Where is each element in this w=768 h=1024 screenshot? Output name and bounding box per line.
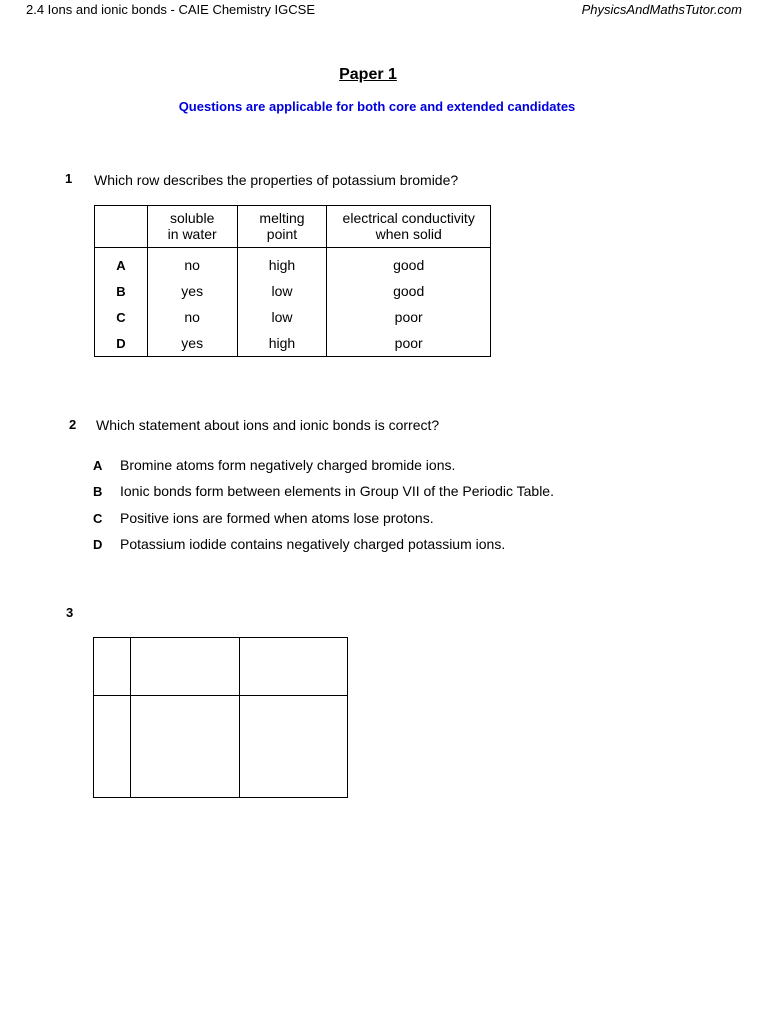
grid-divider [130, 638, 131, 797]
row-label: C [95, 304, 148, 330]
question-3-number: 3 [66, 605, 74, 620]
answer-option-c [93, 510, 653, 528]
grid-divider [94, 695, 347, 696]
cell-melting: low [237, 278, 327, 304]
question-2-number: 2 [69, 417, 77, 432]
answer-option-a [93, 457, 653, 475]
properties-table [94, 205, 491, 357]
cell-conductivity: poor [327, 330, 491, 357]
row-label: A [95, 248, 148, 279]
option-text: Potassium iodide contains negatively charged potassium ions. [120, 536, 506, 552]
table-header-blank [95, 206, 148, 248]
table-header-row [95, 206, 491, 248]
cell-soluble: no [147, 248, 237, 279]
option-label: C [93, 511, 103, 526]
row-label: D [95, 330, 148, 357]
option-text: Ionic bonds form between elements in Group VII of the Periodic Table. [120, 483, 554, 499]
table-header-solubility: soluble in water [147, 206, 237, 248]
question-1-number: 1 [65, 171, 73, 186]
paper-title: Paper 1 [339, 66, 397, 83]
cell-conductivity: good [327, 278, 491, 304]
cell-conductivity: good [327, 248, 491, 279]
question-3-empty-table [93, 637, 348, 798]
question-1-text: Which row describes the properties of potassium bromide? [94, 172, 459, 188]
header-topic: 2.4 Ions and ionic bonds - CAIE Chemistry IGCSE [26, 2, 316, 17]
table-row [95, 278, 491, 304]
cell-melting: high [237, 330, 327, 357]
applicability-note: Questions are applicable for both core and extended candidates [178, 99, 576, 114]
cell-melting: low [237, 304, 327, 330]
row-label: B [95, 278, 148, 304]
question-2-text: Which statement about ions and ionic bonds is correct? [96, 417, 440, 433]
option-label: A [93, 458, 103, 473]
option-text: Bromine atoms form negatively charged bromide ions. [120, 457, 456, 473]
cell-soluble: yes [147, 278, 237, 304]
table-row [95, 330, 491, 357]
option-label: D [93, 537, 103, 552]
cell-melting: high [237, 248, 327, 279]
grid-divider [239, 638, 240, 797]
cell-conductivity: poor [327, 304, 491, 330]
cell-soluble: no [147, 304, 237, 330]
option-label: B [93, 484, 103, 499]
option-text: Positive ions are formed when atoms lose protons. [120, 510, 434, 526]
table-header-conductivity: electrical conductivity when solid [327, 206, 491, 248]
header-site: PhysicsAndMathsTutor.com [581, 2, 742, 17]
table-row [95, 248, 491, 279]
table-header-melting-point: melting point [237, 206, 327, 248]
cell-soluble: yes [147, 330, 237, 357]
table-row [95, 304, 491, 330]
answer-option-b [93, 483, 653, 501]
answer-option-d [93, 536, 653, 554]
